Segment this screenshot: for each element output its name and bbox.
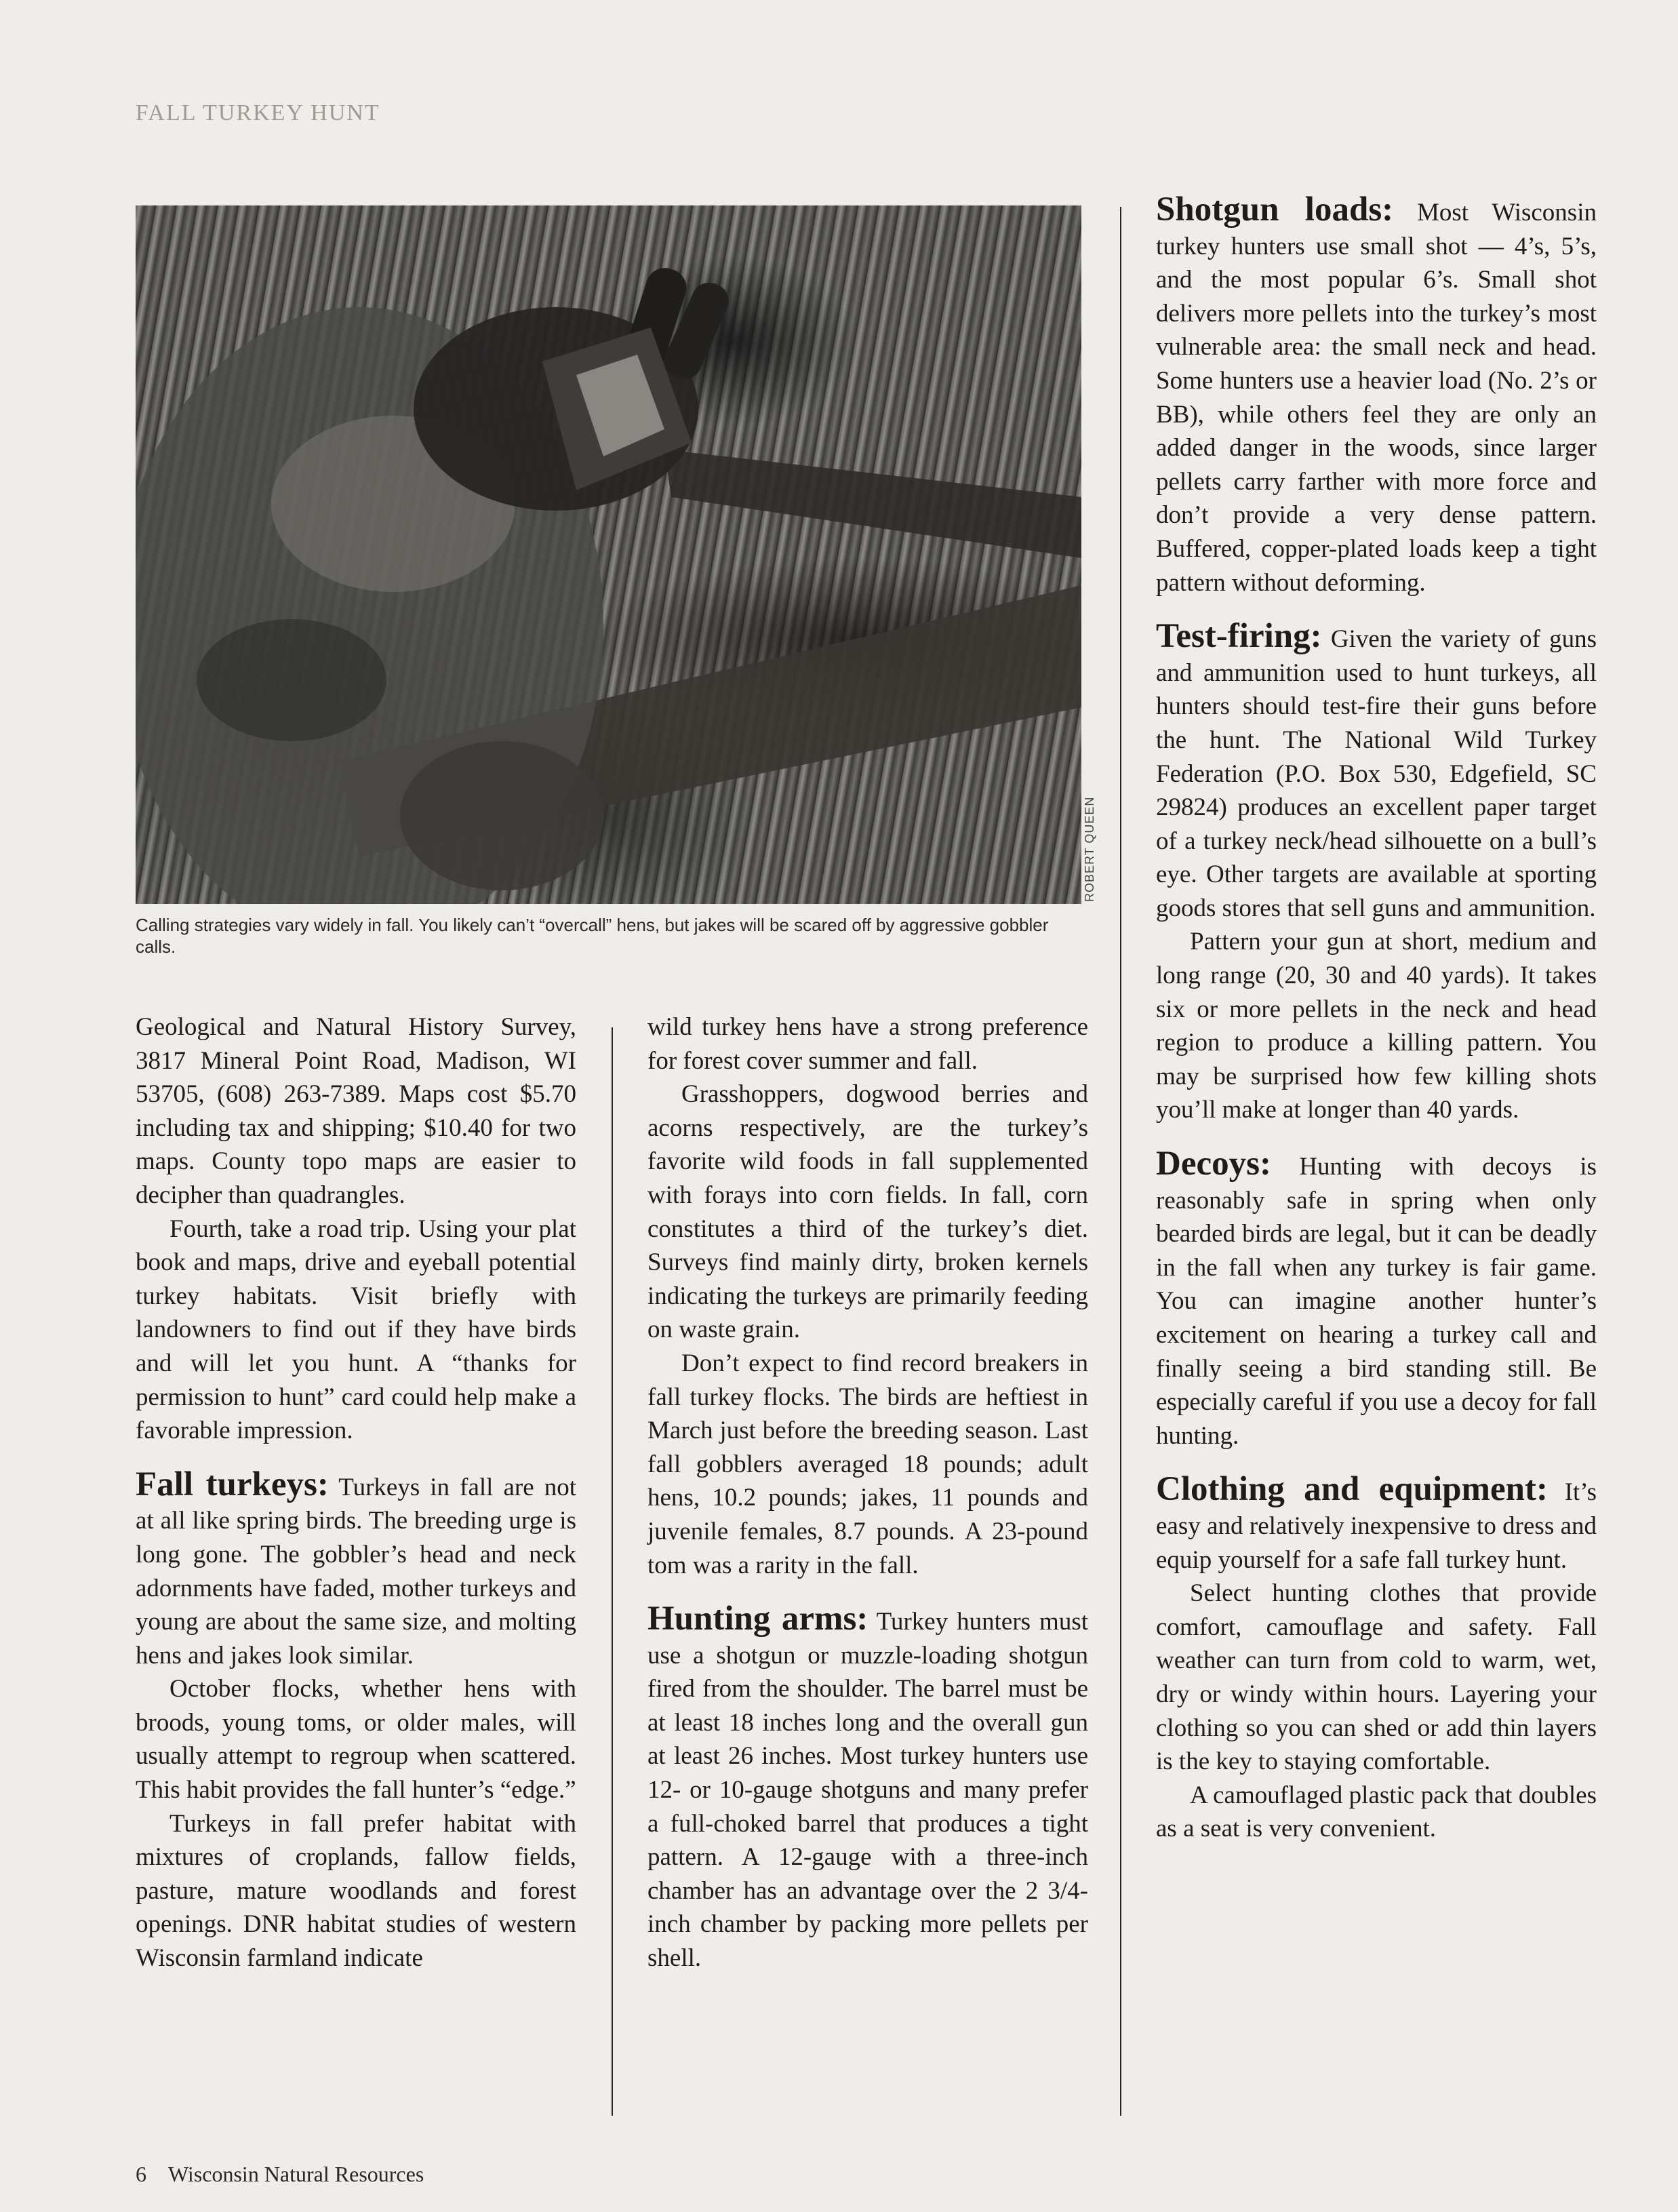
page-number: 6 <box>136 2162 146 2186</box>
section-text: Most Wisconsin turkey hunters use small shot — 4’s, 5’s, and the most popular 6’s. Small shot delivers more pellets into the turkey’s most vulnerable area: the small neck and head. Some hunters use a heavier load (No. 2’s or BB), while others feel they are only an added danger in the woods, since larger pellets carry farther with more force and don’t provide a very dense pattern. Buffered, copper-plated loads keep a tight pattern without deforming. <box>1156 199 1597 597</box>
running-head: FALL TURKEY HUNT <box>136 100 380 125</box>
column-2 <box>647 1010 1088 1975</box>
section-test-firing <box>1156 617 1597 925</box>
section-text: Hunting with decoys is reasonably safe in spring when only bearded birds are legal, but it can be deadly in the fall when any turkey is fair game. You can imagine another hunter’s excitement on hearing a turkey call and finally seeing a bird standing still. Be especially careful if you use a decoy for fall hunting. <box>1156 1153 1597 1450</box>
section-shotgun-loads <box>1156 193 1597 599</box>
photo-credit: ROBERT QUEEN <box>1083 796 1096 902</box>
section-text: Given the variety of guns and ammunition used to hunt turkeys, all hunters should test-fire their guns before the hunt. The National Wild Turkey Federation (P.O. Box 530, Edgefield, SC 29824) produces an excellent paper target of a turkey neck/head silhouette on a bull’s eye. Other targets are available at sporting goods stores that sell guns and ammunition. <box>1156 625 1597 922</box>
section-heading: Test-firing: <box>1156 617 1322 656</box>
section-fall-turkeys <box>136 1465 576 1673</box>
section-text: It’s easy and relatively inexpensive to dress and equip yourself for a safe fall turkey hunt. <box>1156 1478 1597 1574</box>
paragraph: Grasshoppers, dogwood berries and acorns respectively, are the turkey’s favorite wild foods in fall supplemented with forays into corn fields. In fall, corn constitutes a third of the turkey’s diet. Surveys find mainly dirty, broken kernels indicating the turkeys are primarily feeding on waste grain. <box>647 1080 1088 1344</box>
section-decoys <box>1156 1147 1597 1453</box>
section-text: Turkey hunters must use a shotgun or muzzle-loading shotgun fired from the shoulder. The barrel must be at least 18 inches long and the overall gun at least 26 inches. Most turkey hunters use 12- or 10-gauge shotguns and many prefer a full-choked barrel that produces a tight pattern. A 12-gauge with a three-inch chamber has an advantage over the 2 3/4-inch chamber by packing more pellets per shell. <box>647 1608 1088 1973</box>
section-text: Turkeys in fall are not at all like spring birds. The breeding urge is long gone. The gobbler’s head and neck adornments have faded, mother turkeys and young are about the same size, and molting hens and jakes look similar. <box>136 1473 576 1670</box>
section-hunting-arms <box>647 1602 1088 1975</box>
paragraph: A camouflaged plastic pack that doubles as a seat is very convenient. <box>1156 1781 1597 1843</box>
column-3 <box>1156 193 1597 1846</box>
column-rule-right <box>1120 207 1121 2116</box>
paragraph: Geological and Natural History Survey, 3817 Mineral Point Road, Madison, WI 53705, (608) 263-7389. Maps cost $5.70 including tax and shipping; $10.40 for two maps. County topo maps are easier to decipher than quadrangles. <box>136 1013 576 1209</box>
section-heading: Decoys: <box>1156 1145 1271 1183</box>
photo-caption: Calling strategies vary widely in fall. You likely can’t “overcall” hens, but jakes will be scared off by aggressive gobbler calls. <box>136 915 1049 957</box>
section-heading: Hunting arms: <box>647 1600 868 1638</box>
paragraph: October flocks, whether hens with broods, young toms, or older males, will usually attempt to regroup when scattered. This habit provides the fall hunter’s “edge.” <box>136 1675 576 1804</box>
section-heading: Fall turkeys: <box>136 1465 329 1503</box>
paragraph: Select hunting clothes that provide comfort, camouflage and safety. Fall weather can turn from cold to warm, wet, dry or windy within hours. Layering your clothing so you can shed or add thin layers is the key to staying comfortable. <box>1156 1579 1597 1776</box>
photo-illustration <box>136 205 1081 904</box>
column-rule-left <box>612 1027 613 2116</box>
page-footer <box>136 2162 424 2187</box>
publication-name: Wisconsin Natural Resources <box>168 2162 424 2186</box>
paragraph: Pattern your gun at short, medium and long range (20, 30 and 40 yards). It takes six or more pellets in the neck and head region to produce a killing pattern. You may be surprised how few killing shots you’ll make at longer than 40 yards. <box>1156 928 1597 1124</box>
turkey-call-photo <box>136 205 1081 904</box>
column-1 <box>136 1010 576 1975</box>
gun-barrel-shape <box>664 450 1081 558</box>
section-clothing-equipment <box>1156 1470 1597 1577</box>
section-heading: Clothing and equipment: <box>1156 1470 1548 1509</box>
paragraph: Fourth, take a road trip. Using your plat book and maps, drive and eyeball potential turkey habitats. Visit briefly with landowners to find out if they have birds and will let you hunt. A “thanks for permission to hunt” card could help make a favorable impression. <box>136 1214 576 1445</box>
section-heading: Shotgun loads: <box>1156 191 1394 229</box>
paragraph: Turkeys in fall prefer habitat with mixtures of croplands, fallow fields, pasture, mature woodlands and forest openings. DNR habitat studies of western Wisconsin farmland indicate <box>136 1809 576 1973</box>
paragraph: Don’t expect to find record breakers in fall turkey flocks. The birds are heftiest in March just before the breeding season. Last fall gobblers averaged 18 pounds; adult hens, 10.2 pounds; jakes, 11 pounds and juvenile females, 8.7 pounds. A 23-pound tom was a rarity in the fall. <box>647 1349 1088 1579</box>
paragraph: wild turkey hens have a strong preference for forest cover summer and fall. <box>647 1013 1088 1075</box>
